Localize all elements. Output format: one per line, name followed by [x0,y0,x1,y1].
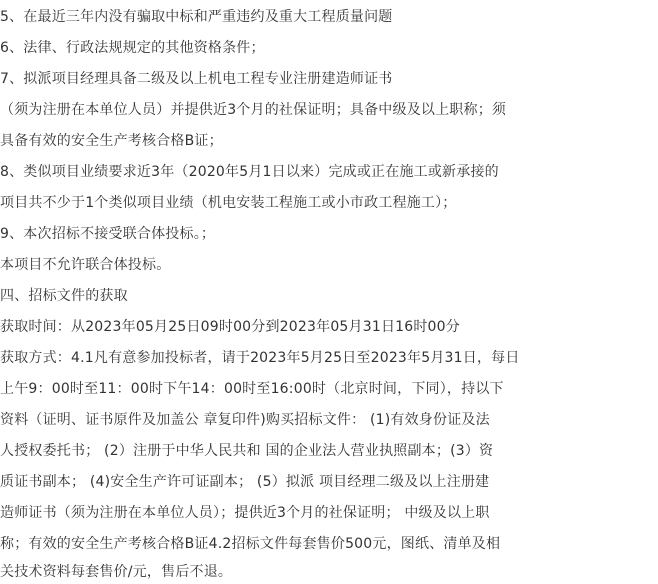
text-line: 上午9：00时至11：00时下午14：00时至16:00时（北京时间，下同），持以下 [0,381,504,397]
text-line: 5、在最近三年内没有骗取中标和严重违约及重大工程质量问题 [0,9,393,25]
text-line: 本项目不允许联合体投标。 [0,257,171,273]
text-line: 获取方式：4.1凡有意参加投标者，请于2023年5月25日至2023年5月31日，每日 [0,350,520,366]
text-line: 具备有效的安全生产考核合格B证； [0,133,223,149]
text-line: 关技术资料每套售价/元，售后不退。 [0,564,233,580]
text-line: 人授权委托书； (2）注册于中华人民共和 国的企业法人营业执照副本；(3）资 [0,443,494,459]
text-line: 称；有效的安全生产考核合格B证4.2招标文件每套售价500元，图纸、清单及相 [0,536,501,552]
text-line: 9、本次招标不接受联合体投标。； [0,226,216,242]
text-line: 8、类似项目业绩要求近3年（2020年5月1日以来）完成或正在施工或新承接的 [0,164,499,180]
text-line: 资料（证明、证书原件及加盖公 章复印件)购买招标文件： (1)有效身份证及法 [0,412,490,428]
text-line: 获取时间：从2023年05月25日09时00分到2023年05月31日16时00分 [0,319,460,335]
text-line: 7、拟派项目经理具备二级及以上机电工程专业注册建造师证书 [0,71,393,87]
text-line: 项目共不少于1个类似项目业绩（机电安装工程施工或小市政工程施工）； [0,195,457,211]
section-heading: 四、招标文件的获取 [0,288,128,304]
text-line: 6、法律、行政法规规定的其他资格条件； [0,40,265,56]
text-line: 造师证书（须为注册在本单位人员）；提供近3个月的社保证明； 中级及以上职 [0,505,490,521]
text-line: （须为注册在本单位人员）并提供近3个月的社保证明；具备中级及以上职称；须 [0,102,507,118]
text-line: 质证书副本； (4)安全生产许可证副本； (5）拟派 项目经理二级及以上注册建 [0,474,490,490]
